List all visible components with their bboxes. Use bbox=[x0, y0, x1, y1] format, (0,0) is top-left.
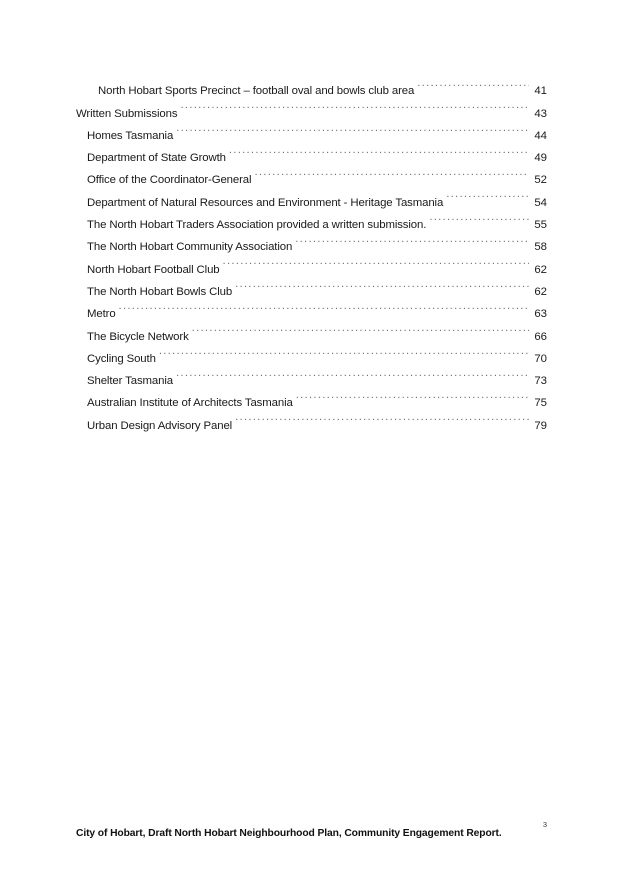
toc-entry-page-number: 79 bbox=[534, 419, 547, 432]
toc-dot-leader bbox=[429, 206, 529, 228]
toc-entry-title: Office of the Coordinator-General bbox=[87, 174, 252, 187]
toc-dot-leader bbox=[119, 295, 529, 317]
toc-entry-title: Department of Natural Resources and Environment - Heritage Tasmania bbox=[87, 196, 444, 209]
toc-dot-leader bbox=[446, 183, 529, 205]
toc-entry-page-number: 55 bbox=[534, 219, 547, 232]
toc-entry-page-number: 44 bbox=[534, 129, 547, 142]
toc-dot-leader bbox=[417, 72, 529, 94]
toc-dot-leader bbox=[295, 228, 529, 250]
toc-entry-title: Urban Design Advisory Panel bbox=[87, 419, 233, 432]
toc-dot-leader bbox=[176, 117, 529, 139]
toc-entry-page-number: 75 bbox=[534, 397, 547, 410]
toc-dot-leader bbox=[223, 250, 529, 272]
toc-entry-page-number: 41 bbox=[534, 85, 547, 98]
toc-entry-title: Metro bbox=[87, 308, 116, 321]
toc-dot-leader bbox=[254, 161, 529, 183]
toc-entry-page-number: 43 bbox=[534, 107, 547, 120]
toc-entry-page-number: 54 bbox=[534, 196, 547, 209]
toc-entry-title: North Hobart Football Club bbox=[87, 263, 220, 276]
toc-entry-title: Shelter Tasmania bbox=[87, 375, 173, 388]
toc-entry-page-number: 62 bbox=[534, 263, 547, 276]
toc-entry-page-number: 70 bbox=[534, 352, 547, 365]
toc-entry-title: The North Hobart Traders Association provided a written submission. bbox=[87, 219, 427, 232]
toc-entry-title: North Hobart Sports Precinct – football oval and bowls club area bbox=[98, 85, 415, 98]
toc-dot-leader bbox=[229, 139, 529, 161]
toc-entry-title: The North Hobart Community Association bbox=[87, 241, 293, 254]
footer-page-number: 3 bbox=[542, 820, 547, 829]
toc-entry-title: Australian Institute of Architects Tasmania bbox=[87, 397, 293, 410]
toc-dot-leader bbox=[192, 317, 529, 339]
toc-entry-title: The North Hobart Bowls Club bbox=[87, 285, 233, 298]
toc-dot-leader bbox=[235, 406, 529, 428]
toc-dot-leader bbox=[180, 94, 529, 116]
toc-dot-leader bbox=[235, 273, 529, 295]
footer-document-title: City of Hobart, Draft North Hobart Neighbourhood Plan, Community Engagement Report. bbox=[76, 828, 502, 839]
toc-entry-page-number: 52 bbox=[534, 174, 547, 187]
toc-entry-page-number: 73 bbox=[534, 375, 547, 388]
table-of-contents bbox=[0, 72, 622, 432]
toc-entry[interactable] bbox=[0, 72, 622, 98]
toc-entry-title: Cycling South bbox=[87, 352, 156, 365]
toc-entry-page-number: 49 bbox=[534, 152, 547, 165]
toc-entry-title: Homes Tasmania bbox=[87, 129, 174, 142]
toc-entry-title: Department of State Growth bbox=[87, 152, 226, 165]
toc-dot-leader bbox=[296, 384, 529, 406]
toc-dot-leader bbox=[176, 362, 529, 384]
toc-dot-leader bbox=[159, 340, 529, 362]
toc-entry-page-number: 66 bbox=[534, 330, 547, 343]
toc-entry-title: Written Submissions bbox=[76, 107, 178, 120]
toc-entry-page-number: 63 bbox=[534, 308, 547, 321]
toc-entry[interactable] bbox=[0, 94, 622, 120]
toc-entry-title: The Bicycle Network bbox=[87, 330, 189, 343]
toc-entry-page-number: 58 bbox=[534, 241, 547, 254]
toc-entry-page-number: 62 bbox=[534, 285, 547, 298]
